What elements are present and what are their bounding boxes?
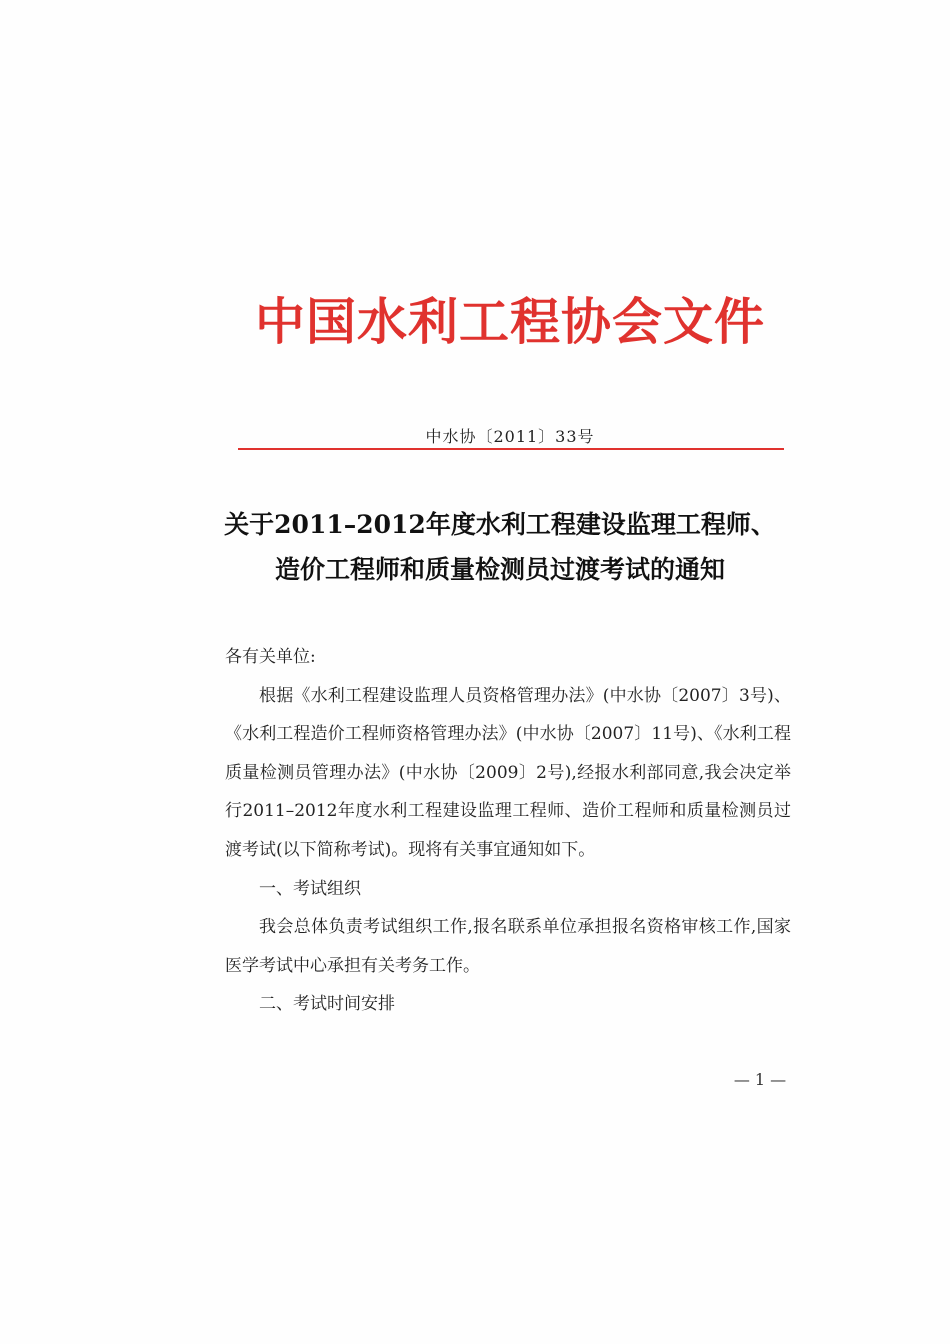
notice-body xyxy=(225,638,791,1024)
org-masthead-title: 中国水利工程协会文件 xyxy=(255,293,765,351)
document-number: 中水协〔2011〕33号 xyxy=(425,427,595,446)
section-1-text: 我会总体负责考试组织工作,报名联系单位承担报名资格审核工作,国家医学考试中心承担有关考务工作。 xyxy=(225,917,791,976)
section-1-heading: 一、考试组织 xyxy=(259,878,361,899)
salutation: 各有关单位: xyxy=(225,647,316,667)
red-divider-line xyxy=(238,448,784,450)
paragraph-intro: 根据《水利工程建设监理人员资格管理办法》(中水协〔2007〕3号)、《水利工程造价工程师资格管理办法》(中水协〔2007〕11号)、《水利工程质量检测员管理办法》(中水协〔2009〕2号),经报水利部同意,我会决定举行2011–2012年度水利工程建设监理工程师、造价工程师和质量检测员过渡考试(以下简称考试)。现将有关事宜通知如下。 xyxy=(225,685,791,860)
page-number: — 1 — xyxy=(733,1070,787,1089)
section-2-heading: 二、考试时间安排 xyxy=(259,994,395,1015)
notice-title-line-1: 关于2011–2012年度水利工程建设监理工程师、 xyxy=(224,510,776,539)
notice-title-line-2: 造价工程师和质量检测员过渡考试的通知 xyxy=(274,555,725,584)
